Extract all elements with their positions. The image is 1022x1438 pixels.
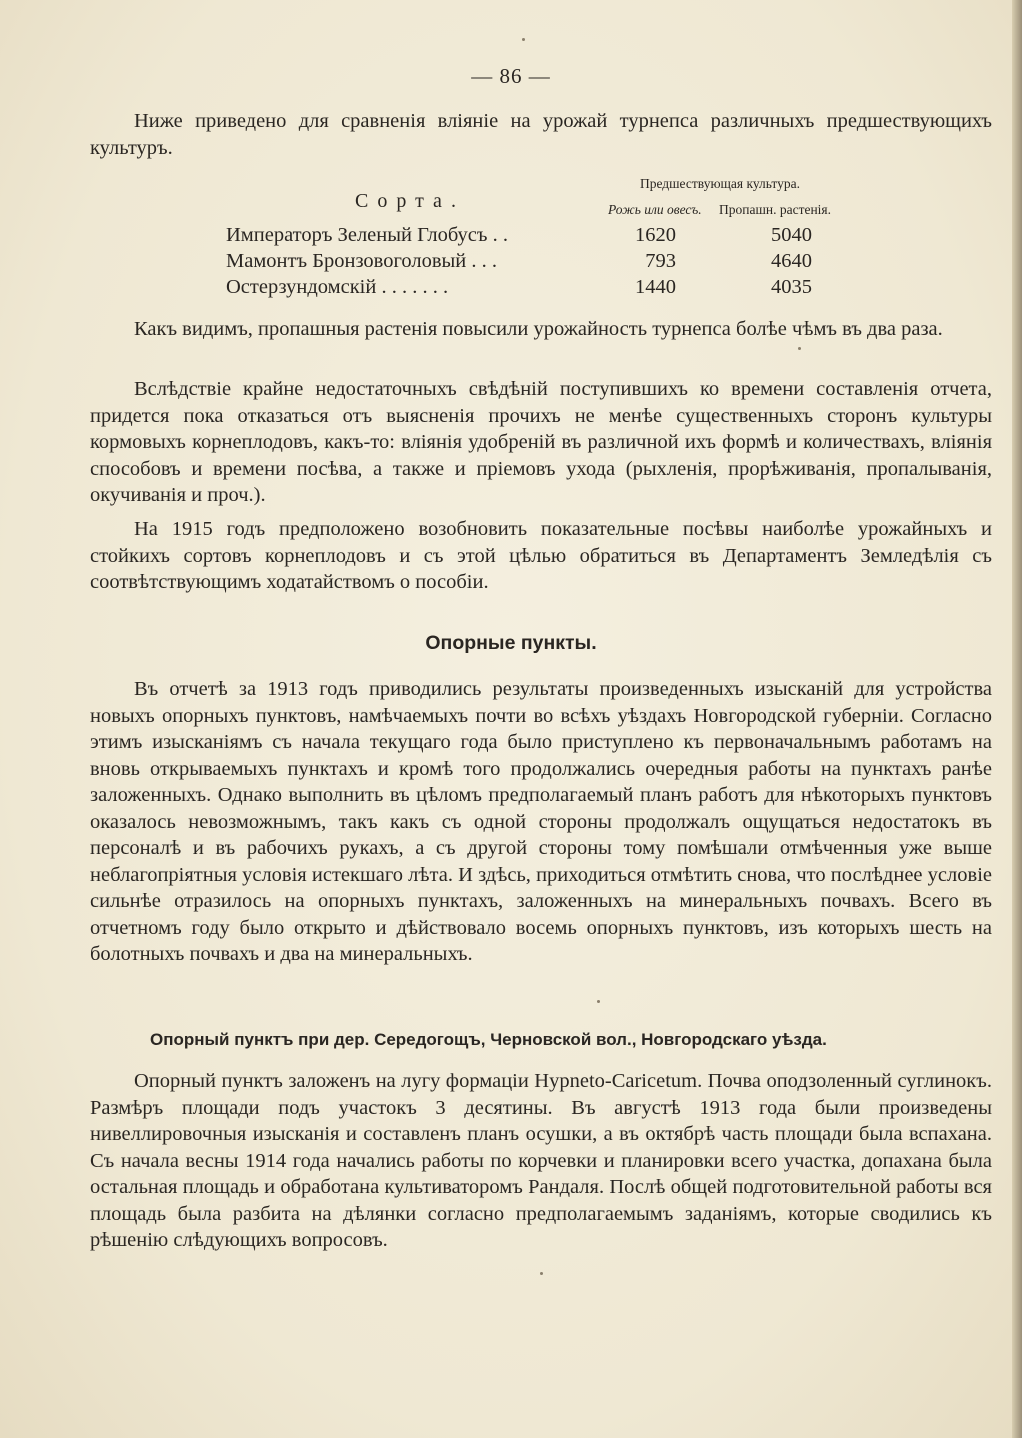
yield-rye: 1440	[635, 276, 676, 298]
header-row-crops: Пропашн. растенія.	[719, 202, 832, 217]
header-sorta: Сорта.	[355, 190, 465, 212]
variety-name: Остерзундомскій . . . . . . .	[226, 276, 449, 298]
yield-row-crops: 5040	[771, 224, 812, 246]
seredogoshch-text: Опорный пунктъ заложенъ на лугу формаціи Hypneto-Caricetum. Почва оподзоленный суглинокъ. Размѣръ площади подъ участокъ 3 десятины. Въ августѣ 1913 года были произведены нивеллировочныя изысканія и составленъ планъ осушки, а въ октябрѣ часть площади была вспахана. Съ начала весны 1914 года начались работы по корчевки и планировки всего участка, допахана была остальная площадь и обработана культиваторомъ Рандаля. Послѣ общей подготовительной работы вся площадь была разбита на дѣлянки согласно предполагаемымъ заданіямъ, которые сводились къ рѣшенію слѣдующихъ вопросовъ.	[90, 1070, 992, 1251]
data-lack-paragraph	[90, 376, 992, 509]
paper-speck	[522, 38, 525, 41]
paper-speck	[798, 347, 801, 350]
seredogoshch-paragraph	[90, 1068, 992, 1254]
section-heading-seredogoshch: Опорный пунктъ при дер. Середогощъ, Черновской вол., Новгородскаго уѣзда.	[150, 1030, 827, 1049]
page-number: — 86 —	[471, 64, 551, 88]
variety-name: Императоръ Зеленый Глобусъ . .	[226, 224, 509, 246]
header-previous-culture: Предшествующая культура.	[639, 176, 800, 191]
support-points-paragraph	[90, 676, 992, 968]
intro-text: Ниже приведено для сравненія вліяніе на урожай турнепса различныхъ предшествующихъ культуръ.	[90, 110, 992, 159]
table-row	[226, 224, 846, 252]
yield-row-crops: 4640	[771, 250, 812, 272]
yield-row-crops: 4035	[771, 276, 812, 298]
variety-name: Мамонтъ Бронзовоголовый . . .	[226, 250, 497, 272]
conclusion-paragraph	[90, 316, 992, 343]
section-heading-support-points: Опорные пункты.	[425, 632, 597, 654]
table-row	[226, 276, 846, 304]
plan-1915-paragraph	[90, 516, 992, 596]
plan-1915-text: На 1915 годъ предположено возобновить показательные посѣвы наиболѣе урожайныхъ и стойкихъ сортовъ корнеплодовъ и съ этой цѣлью обратиться въ Департаментъ Земледѣлія съ соотвѣтствующимъ ходатайствомъ о пособіи.	[90, 518, 992, 593]
intro-paragraph	[90, 108, 992, 161]
yield-rye: 1620	[635, 224, 676, 246]
data-lack-text: Вслѣдствіе крайне недостаточныхъ свѣдѣній поступившихъ ко времени составленія отчета, придется пока отказаться отъ выясненія прочихъ не менѣе существенныхъ сторонъ культуры кормовыхъ корнеплодовъ, какъ-то: вліянія удобреній въ различной ихъ формѣ и количествахъ, вліянія способовъ и времени посѣва, а также и пріемовъ ухода (рыхленія, прорѣживанія, пропалыванія, окучиванія и проч.).	[90, 378, 992, 506]
conclusion-text: Какъ видимъ, пропашныя растенія повысили урожайность турнепса болѣе чѣмъ въ два раза.	[134, 318, 943, 340]
table-row	[226, 250, 846, 278]
paper-speck	[540, 1272, 543, 1275]
page-edge	[1012, 0, 1022, 1438]
header-rye-oats: Рожь или овесъ.	[608, 202, 702, 217]
support-points-text: Въ отчетѣ за 1913 годъ приводились результаты произведенныхъ изысканій для устройства новыхъ опорныхъ пунктовъ, намѣчаемыхъ почти во всѣхъ уѣздахъ Новгородской губерніи. Согласно этимъ изысканіямъ съ начала текущаго года было приступлено къ первоначальнымъ работамъ на вновь открываемыхъ пунктахъ и кромѣ того продолжались очередныя работы на пунктахъ ранѣе заложенныхъ. Однако выполнить въ цѣломъ предполагаемый планъ работъ для нѣкоторыхъ пунктовъ оказалось невозможнымъ, такъ какъ съ одной стороны продолжалъ ощущаться недостатокъ въ персоналѣ и въ рабочихъ рукахъ, а съ другой стороны тому помѣшали отмѣченныя уже выше неблагопріятныя условія истекшаго лѣта. И здѣсь, приходиться отмѣтить снова, что послѣднее условіе сильнѣе отразилось на опорныхъ пунктахъ, заложенныхъ на минеральныхъ почвахъ. Всего въ отчетномъ году было открыто и дѣйствовало восемь опорныхъ пунктовъ, изъ которыхъ шесть на болотныхъ почвахъ и два на минеральныхъ.	[90, 678, 992, 965]
paper-speck	[597, 1000, 600, 1003]
yield-rye: 793	[645, 250, 676, 272]
